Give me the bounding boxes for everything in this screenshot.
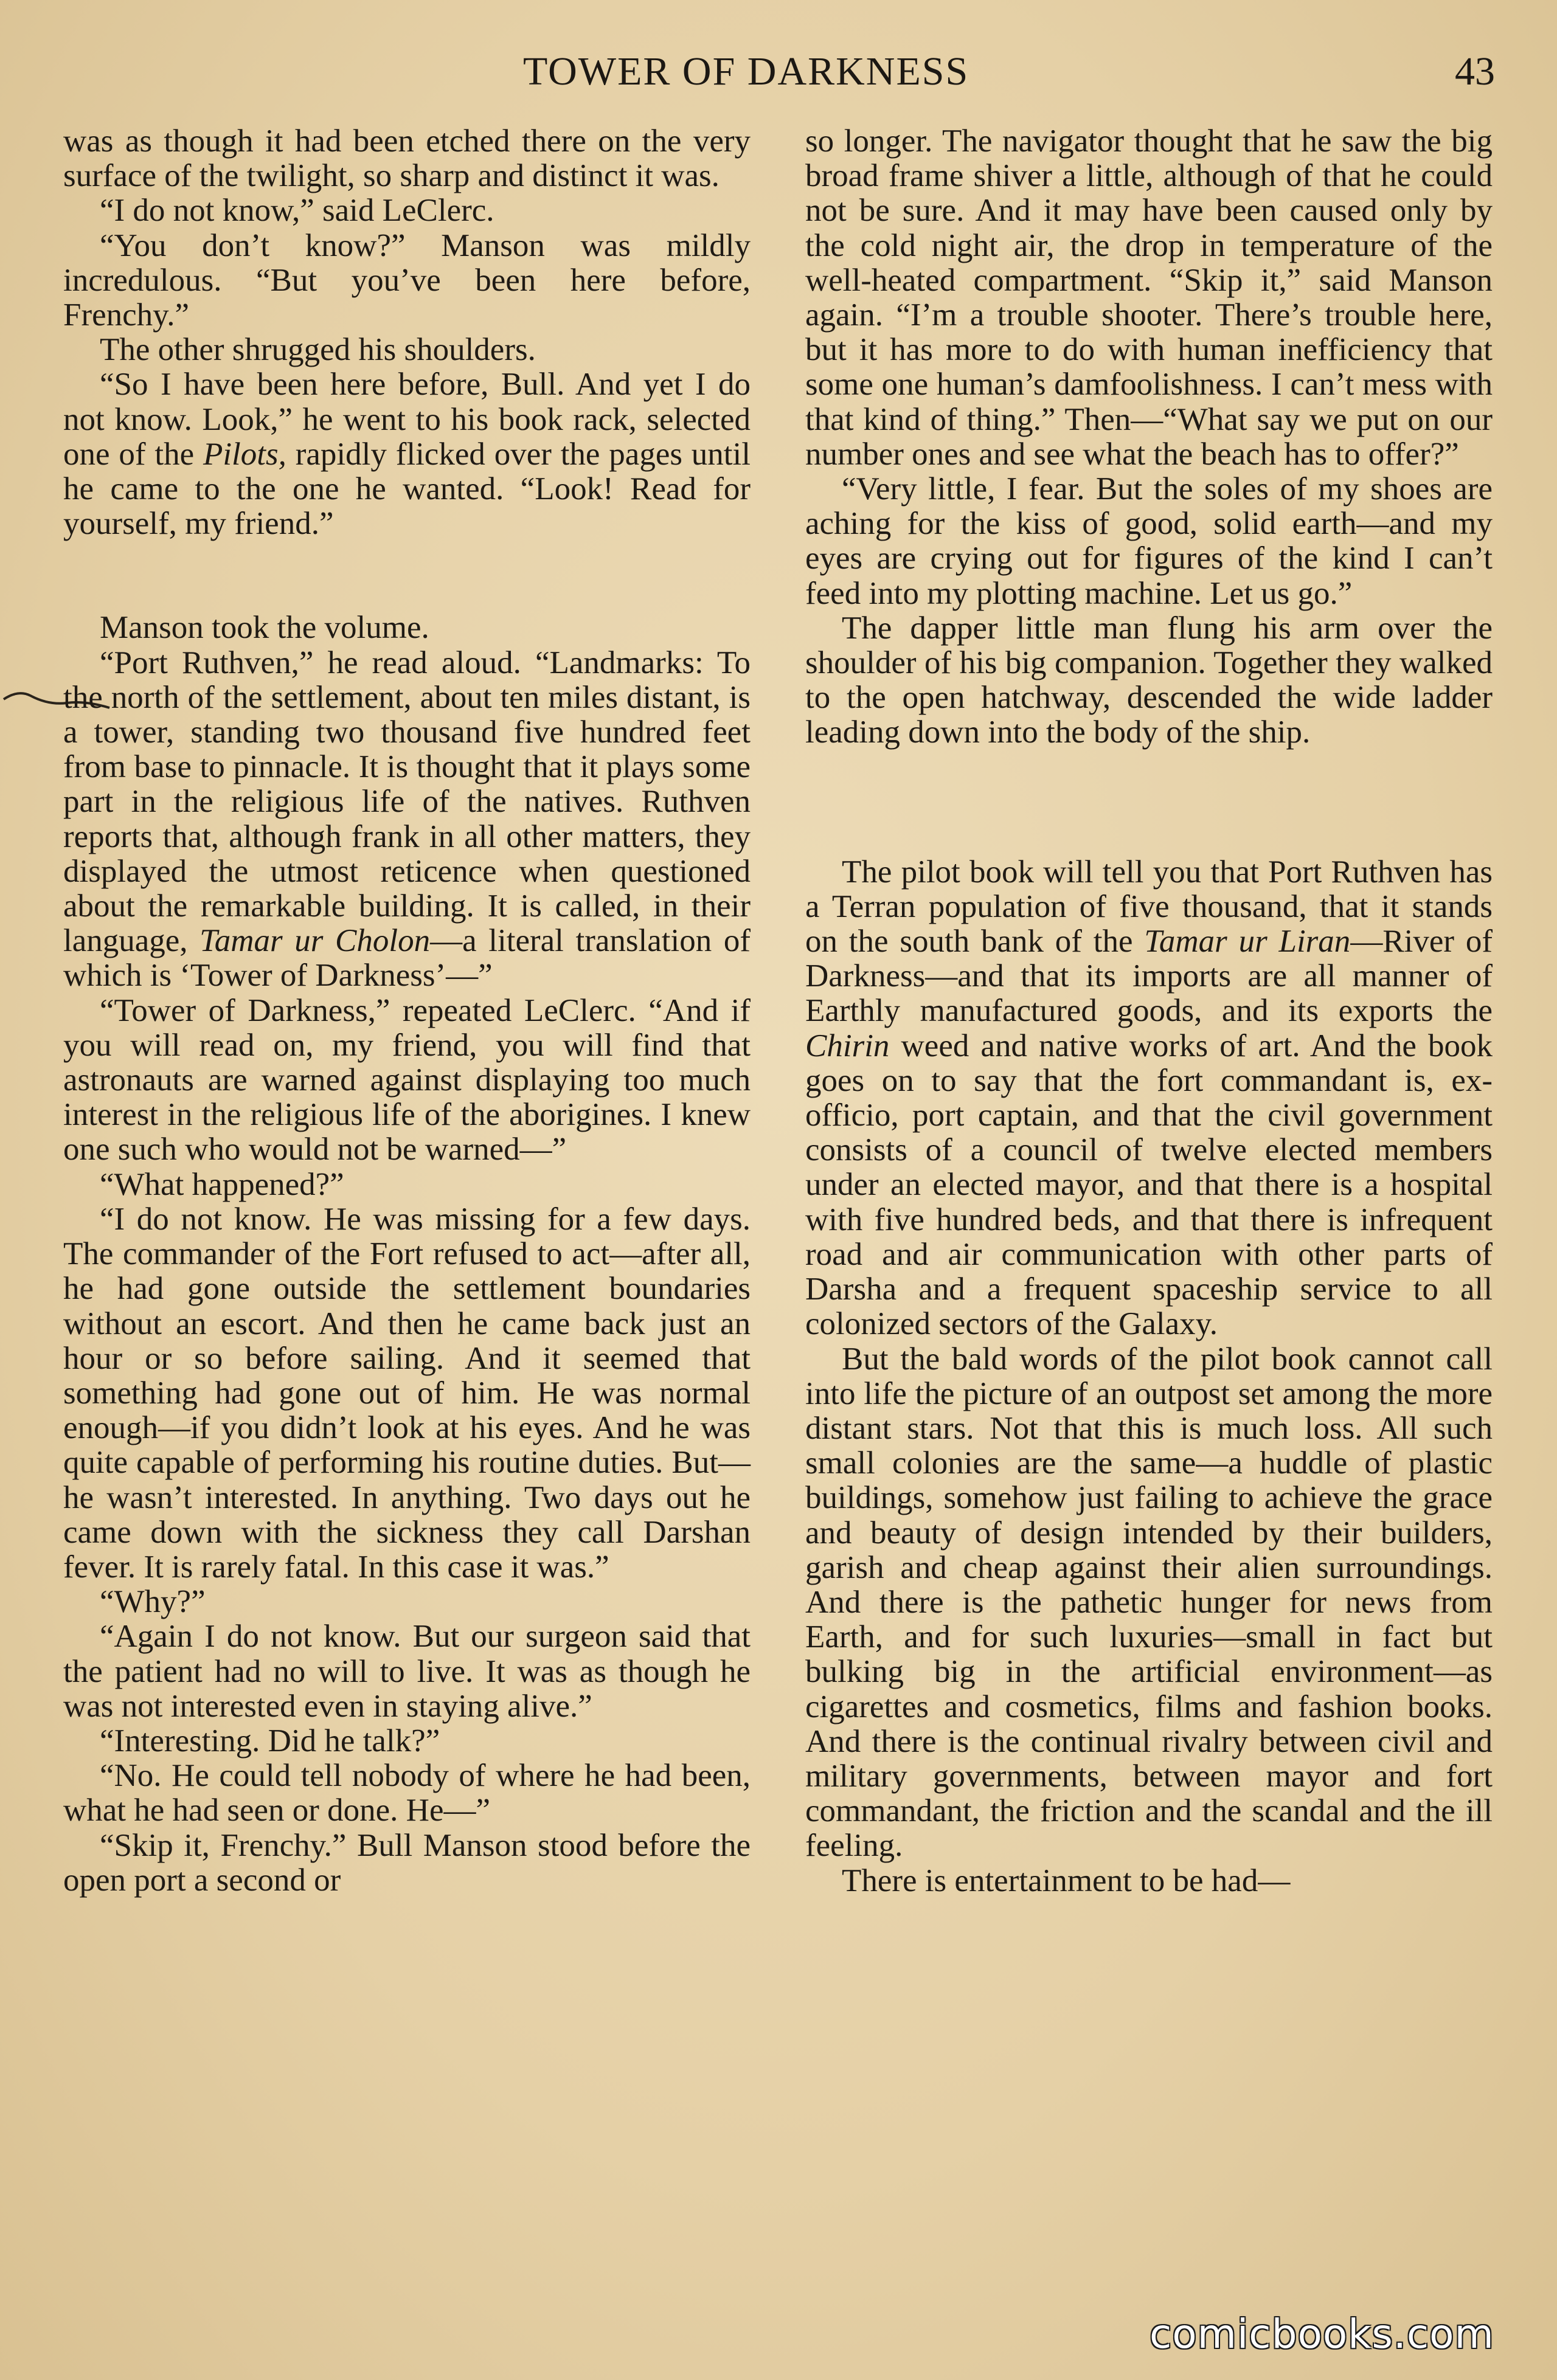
text-run: —River of Darkness—and that its imports are all manner of Earthly manufactured goods, and its exports the <box>805 924 1493 1029</box>
paragraph: The other shrugged his shoulders. <box>100 332 536 368</box>
paragraph: The dapper little man flung his arm over the shoulder of his big companion. Together they walked to the open hatchway, descended the wide ladder leading down into the body of the ship. <box>805 610 1493 750</box>
italic-title: Pilots, <box>203 436 286 472</box>
paragraph: was as though it had been etched there on the very surface of the twilight, so sharp and distinct it was. <box>63 123 751 194</box>
paragraph: “Why?” <box>100 1584 206 1620</box>
paragraph: Manson took the volume. <box>100 610 429 646</box>
text-run: “Port Ruthven,” he read aloud. “Landmarks: To the north of the settlement, about ten miles distant, is a tower, standing two thousand five hundred feet from base to pinnacle. It is thought that it plays some part in the religious life of the natives. Ruthven reports that, although frank in all other matters, they displayed the utmost reticence when questioned about the remarkable building. It is called, in their language, <box>63 645 751 959</box>
paragraph <box>63 367 751 541</box>
paragraph <box>63 646 751 994</box>
text-run: “So I have been here before, Bull. And yet I do not know. Look,” he went to his book rack, selected one of the <box>63 367 751 472</box>
left-column <box>63 124 751 1898</box>
text-run: —a literal translation of which is ‘Tower of Darkness’—” <box>63 923 751 994</box>
paragraph: But the bald words of the pilot book cannot call into life the picture of an outpost set among the more distant stars. Not that this is much loss. All such small colonies are the same—a huddle of plastic buildings, somehow just failing to achieve the grace and beauty of design intended by their builders, garish and cheap against their alien surroundings. And there is the pathetic hunger for news from Earth, and for such luxuries—small in fact but bulking big in the artificial environment—as cigarettes and cosmetics, films and fashion books. And there is the continual rivalry between civil and military governments, between mayor and fort commandant, the friction and the scandal and the ill feeling. <box>805 1341 1493 1864</box>
paragraph: “I do not know. He was missing for a few days. The commander of the Fort refused to act—after all, he had gone outside the settlement boundaries without an escort. And then he came back just an hour or so before sailing. And it seemed that something had gone out of him. He was normal enough—if you didn’t look at his eyes. And he was quite capable of performing his routine duties. But—he wasn’t interested. In anything. Two days out he came down with the sickness they call Darshan fever. It is rarely fatal. In this case it was.” <box>63 1201 751 1585</box>
page-number: 43 <box>1455 49 1495 94</box>
paragraph: “You don’t know?” Manson was mildly incredulous. “But you’ve been here before, Frenchy.” <box>63 227 751 333</box>
paragraph: “I do not know,” said LeClerc. <box>100 193 494 229</box>
paragraph: “No. He could tell nobody of where he had been, what he had seen or done. He—” <box>63 1758 751 1828</box>
paragraph: There is entertainment to be had— <box>842 1863 1291 1898</box>
paragraph: so longer. The navigator thought that he saw the big broad frame shiver a little, although of that he could not be sure. And it may have been caused only by the cold night air, the drop in temperature of the well-heated compartment. “Skip it,” said Manson again. “I’m a trouble shooter. There’s trouble here, but it has more to do with human inefficiency that some one human’s damfoolishness. I can’t mess with that kind of thing.” Then—“What say we put on our number ones and see what the beach has to offer?” <box>805 123 1493 472</box>
paragraph <box>805 855 1493 1342</box>
site-watermark: comicbooks.com <box>1150 2311 1494 2358</box>
italic-term: Chirin <box>805 1028 890 1064</box>
text-run: rapidly flicked over the pages until he came to the one he wanted. “Look! Read for yourself, my friend.” <box>63 436 751 542</box>
paragraph: “Very little, I fear. But the soles of my shoes are aching for the kiss of good, solid earth—and my eyes are crying out for figures of the kind I can’t feed into my plotting machine. Let us go.” <box>805 471 1493 611</box>
text-run: weed and native works of art. And the book goes on to say that the fort commandant is, ex-officio, port captain, and that the civil government consists of a council of twelve elected members under an elected mayor, and that there is a hospital with five hundred beds, and that there is infrequent road and air communication with other parts of Darsha and a frequent spaceship service to all colonized sectors of the Galaxy. <box>805 1028 1493 1342</box>
paragraph: “What happened?” <box>100 1166 344 1202</box>
paragraph: “Tower of Darkness,” repeated LeClerc. “And if you will read on, my friend, you will find that astronauts are warned against displaying too much interest in the religious life of the aborigines. I knew one such who would not be warned—” <box>63 992 751 1168</box>
paragraph: “Interesting. Did he talk?” <box>100 1723 440 1759</box>
paragraph: “Skip it, Frenchy.” Bull Manson stood before the open port a second or <box>63 1827 751 1898</box>
italic-term: Tamar ur Cholon <box>199 923 431 959</box>
running-head: TOWER OF DARKNESS <box>523 49 969 94</box>
paragraph: “Again I do not know. But our surgeon said that the patient had no will to live. It was as though he was not interested even in staying alive.” <box>63 1619 751 1724</box>
text-run: The pilot book will tell you that Port Ruthven has a Terran population of five thousand, that it stands on the south bank of the <box>805 854 1493 960</box>
right-column <box>805 124 1493 1898</box>
italic-term: Tamar ur Liran <box>1144 924 1351 960</box>
